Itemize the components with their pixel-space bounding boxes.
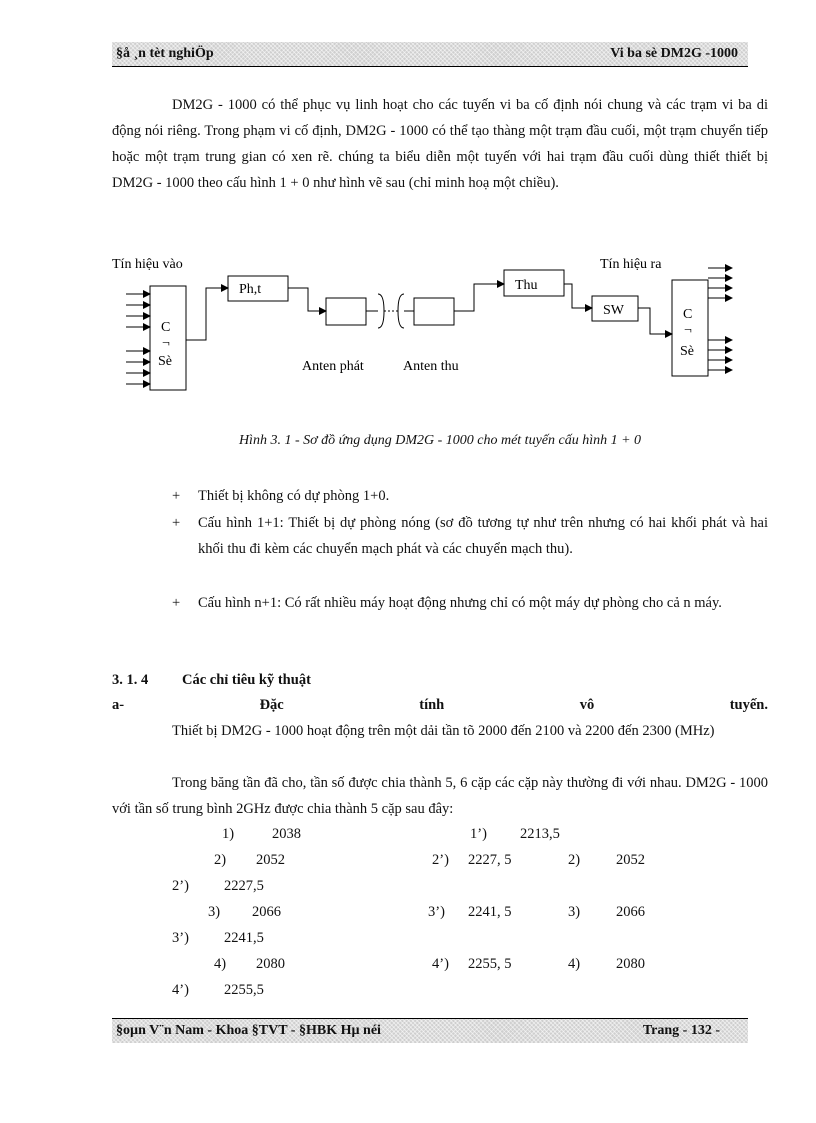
freq-value: 2255,5 xyxy=(224,982,264,998)
freq-index: 4’) xyxy=(172,982,189,998)
band-paragraph: Thiết bị DM2G - 1000 hoạt động trên một dải tần tõ 2000 đến 2100 và 2200 đến 2300 (MHz) xyxy=(172,723,715,739)
page-footer xyxy=(112,1018,748,1043)
subheading-row xyxy=(112,697,768,714)
freq-value: 2241,5 xyxy=(224,930,264,946)
rx-label: Thu xyxy=(515,278,538,293)
bullet-text: Cấu hình n+1: Có rất nhiều máy hoạt động nhưng chỉ có một máy dự phòng cho cả n máy. xyxy=(198,595,722,611)
freq-index: 4’) xyxy=(432,956,449,972)
rx-modem-box xyxy=(414,298,454,325)
freq-value: 2066 xyxy=(252,904,281,920)
freq-index: 2) xyxy=(568,852,581,868)
input-label: Tín hiệu vào xyxy=(112,257,183,272)
page-number: Trang - 132 - xyxy=(642,1023,720,1038)
freq-index: 2) xyxy=(214,852,227,868)
freq-value: 2213,5 xyxy=(520,826,560,842)
freq-value: 2066 xyxy=(616,904,645,920)
modem-to-rx-line xyxy=(454,284,504,311)
freq-index: 1’) xyxy=(470,826,487,842)
intro-paragraph: DM2G - 1000 có thể phục vụ linh hoạt cho các tuyến vi ba cố định nói chung và các trạm vi ba di động nói riêng. Trong phạm vi cố định, DM2G - 1000 có thể tạo thàng một trạm đầu cuối, một trạm chuyển tiếp hoặc một trạm trung gian có xen rẽ. chúng ta biểu diễn một tuyến với hai trạm đầu cuối dùng thiết thiết bị DM2G - 1000 theo cấu hình 1 + 0 như hình vẽ sau (chỉ minh hoạ một chiều). xyxy=(112,97,768,191)
section-number: 3. 1. 4 xyxy=(112,672,149,688)
freq-value: 2080 xyxy=(616,956,645,972)
mux-to-tx-line xyxy=(186,288,228,340)
footer-left: §oµn V¨n Nam - Khoa §TVT - §HBK Hµ néi xyxy=(116,1023,381,1038)
pairs-paragraph: Trong băng tần đã cho, tần số được chia thành 5, 6 cặp các cặp này thường đi với nhau. DM2G - 1000 với tần số trung bình 2GHz được chia thành 5 cặp sau đây: xyxy=(112,775,768,817)
mux-left-mid: ¬ xyxy=(162,336,170,351)
freq-value: 2052 xyxy=(256,852,285,868)
freq-index: 3) xyxy=(568,904,581,920)
mux-left-c: C xyxy=(161,320,171,335)
freq-value: 2080 xyxy=(256,956,285,972)
freq-value: 2038 xyxy=(272,826,301,842)
mux-left-bottom: Sè xyxy=(158,354,172,369)
bullet-symbol: + xyxy=(172,488,181,504)
freq-value: 2227,5 xyxy=(224,878,264,894)
output-label: Tín hiệu ra xyxy=(600,257,662,272)
antenna-tx-label: Anten phát xyxy=(302,359,364,374)
bullet-text: Cấu hình 1+1: Thiết bị dự phòng nóng (sơ đồ tương tự như trên nhưng có hai khối phát và hai khối thu đi kèm các chuyển mạch phát và các chuyển mạch thu). xyxy=(198,515,768,557)
subheading-word: Đặc xyxy=(259,697,284,713)
mux-right-bottom: Sè xyxy=(680,344,694,359)
subheading-word: tuyến. xyxy=(729,697,768,713)
freq-index: 1) xyxy=(222,826,235,842)
freq-value: 2255, 5 xyxy=(468,956,512,972)
tx-label: Ph,t xyxy=(239,282,262,297)
tx-to-modem-line xyxy=(288,288,326,311)
bullet-text: Thiết bị không có dự phòng 1+0. xyxy=(198,488,390,504)
header-left: §å ¸n tèt nghiÖp xyxy=(116,46,214,61)
section-title: Các chỉ tiêu kỹ thuật xyxy=(182,672,311,688)
freq-index: 3’) xyxy=(428,904,445,920)
mux-right-mid: ¬ xyxy=(684,323,692,338)
switch-label: SW xyxy=(603,303,624,318)
subheading-marker: a- xyxy=(112,697,125,713)
freq-value: 2241, 5 xyxy=(468,904,512,920)
mux-right-c: C xyxy=(683,307,693,322)
system-diagram xyxy=(110,248,750,408)
bullet-item xyxy=(172,510,768,562)
subheading-word: tính xyxy=(419,697,445,713)
freq-value: 2052 xyxy=(616,852,645,868)
freq-index: 2’) xyxy=(432,852,449,868)
bullet-item xyxy=(172,483,768,509)
bullet-item xyxy=(172,590,768,616)
antenna-rx-label: Anten thu xyxy=(403,359,459,374)
rx-to-switch-line xyxy=(564,284,592,308)
freq-value: 2227, 5 xyxy=(468,852,512,868)
freq-index: 2’) xyxy=(172,878,189,894)
subheading-word: vô xyxy=(579,697,595,713)
freq-index: 4) xyxy=(568,956,581,972)
freq-index: 4) xyxy=(214,956,227,972)
bullet-symbol: + xyxy=(172,515,181,531)
figure-caption: Hình 3. 1 - Sơ đồ ứng dụng DM2G - 1000 cho mét tuyến cấu hình 1 + 0 xyxy=(238,433,642,448)
switch-to-mux-line xyxy=(638,308,672,334)
page-header xyxy=(112,42,748,67)
freq-index: 3) xyxy=(208,904,221,920)
header-right: Vi ba sè DM2G -1000 xyxy=(610,46,738,61)
tx-modem-box xyxy=(326,298,366,325)
bullet-symbol: + xyxy=(172,595,181,611)
freq-index: 3’) xyxy=(172,930,189,946)
